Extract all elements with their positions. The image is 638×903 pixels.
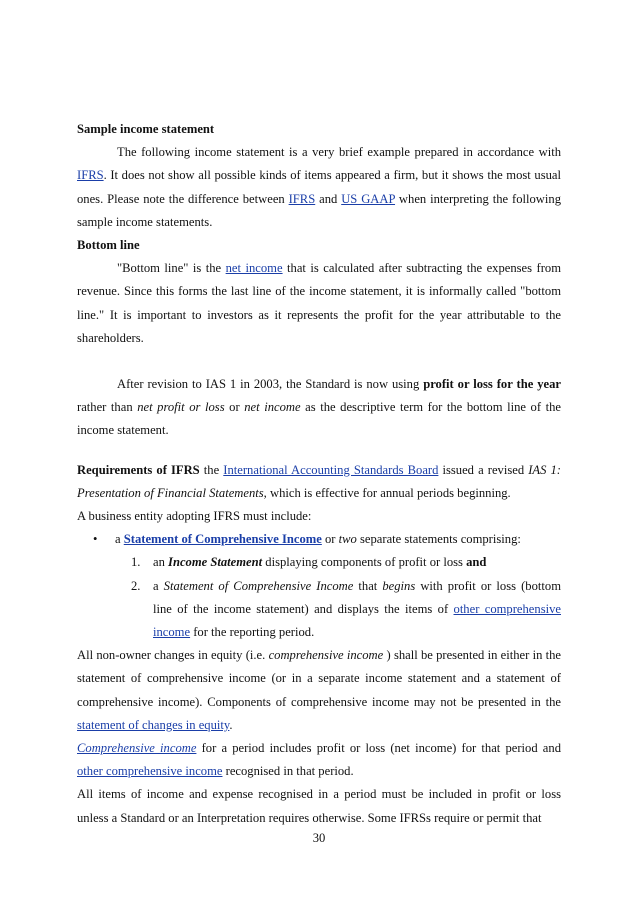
paragraph-bottom-line: "Bottom line" is the net income that is calculated after subtracting the expenses from revenue. Since this forms the last line of the income statement, it is informally called "bottom line." It is important to investors as it represents the profit for the year attributable to the shareholders. bbox=[77, 261, 561, 345]
section-heading-sample: Sample income statement bbox=[77, 122, 215, 136]
paragraph-sample: The following income statement is a very brief example prepared in accordance with IFRS. It does not show all possible kinds of items appeared a firm, but it shows the most usual ones. Please note the difference between IFRS and US GAAP when interpreting the following sample income statements. bbox=[77, 145, 561, 229]
paragraph-comprehensive-income: Comprehensive income for a period includes profit or loss (net income) for that period and other comprehensive income recognised in that period. bbox=[77, 741, 561, 779]
link-statement-changes-equity[interactable]: statement of changes in equity bbox=[77, 717, 230, 732]
list-item: • a Statement of Comprehensive Income or two separate statements comprising: bbox=[77, 528, 561, 551]
link-us-gaap[interactable]: US GAAP bbox=[341, 191, 396, 206]
page-number: 30 bbox=[312, 831, 326, 845]
numbered-list bbox=[77, 551, 561, 644]
list-item: 2. a Statement of Comprehensive Income that begins with profit or loss (bottom line of the income statement) and displays the items of other comprehensive income for the reporting period. bbox=[131, 578, 561, 640]
section-heading-bottom-line: Bottom line bbox=[77, 238, 140, 253]
link-ifrs-2[interactable]: IFRS bbox=[288, 191, 316, 206]
link-net-income[interactable]: net income bbox=[225, 261, 283, 276]
paragraph-all-items: All items of income and expense recognised in a period must be included in profit or loss unless a Standard or an Interpretation requires otherwise. Some IFRSs require or permit that bbox=[77, 787, 561, 825]
page-content bbox=[77, 118, 561, 830]
link-other-comprehensive-income[interactable]: other comprehensive income bbox=[153, 601, 561, 640]
link-iasb[interactable]: International Accounting Standards Board bbox=[223, 462, 439, 477]
paragraph-non-owner-changes: All non-owner changes in equity (i.e. comprehensive income ) shall be presented in either in the statement of comprehensive income (or in a separate income statement and a statement of comprehensive income). Components of comprehensive income may not be presented in the statement of changes in equity. bbox=[77, 648, 561, 732]
link-other-comprehensive-income-2[interactable]: other comprehensive income bbox=[77, 764, 223, 779]
bullet-list bbox=[77, 528, 561, 551]
link-ifrs[interactable]: IFRS bbox=[77, 168, 104, 183]
paragraph-requirements: Requirements of IFRS the International Accounting Standards Board issued a revised IAS 1: Presentation of Financial Statements, which is effective for annual periods beginning. bbox=[77, 462, 561, 500]
link-statement-comprehensive-income[interactable]: Statement of Comprehensive Income bbox=[123, 532, 322, 547]
paragraph-revision: After revision to IAS 1 in 2003, the Standard is now using profit or loss for the year rather than net profit or loss or net income as the descriptive term for the bottom line of the income statement. bbox=[77, 377, 561, 438]
link-comprehensive-income[interactable]: Comprehensive income bbox=[77, 741, 197, 756]
list-item: 1. an Income Statement displaying components of profit or loss and bbox=[131, 555, 487, 570]
bullet-icon: • bbox=[93, 532, 98, 547]
paragraph-must-include: A business entity adopting IFRS must include: bbox=[77, 509, 312, 524]
